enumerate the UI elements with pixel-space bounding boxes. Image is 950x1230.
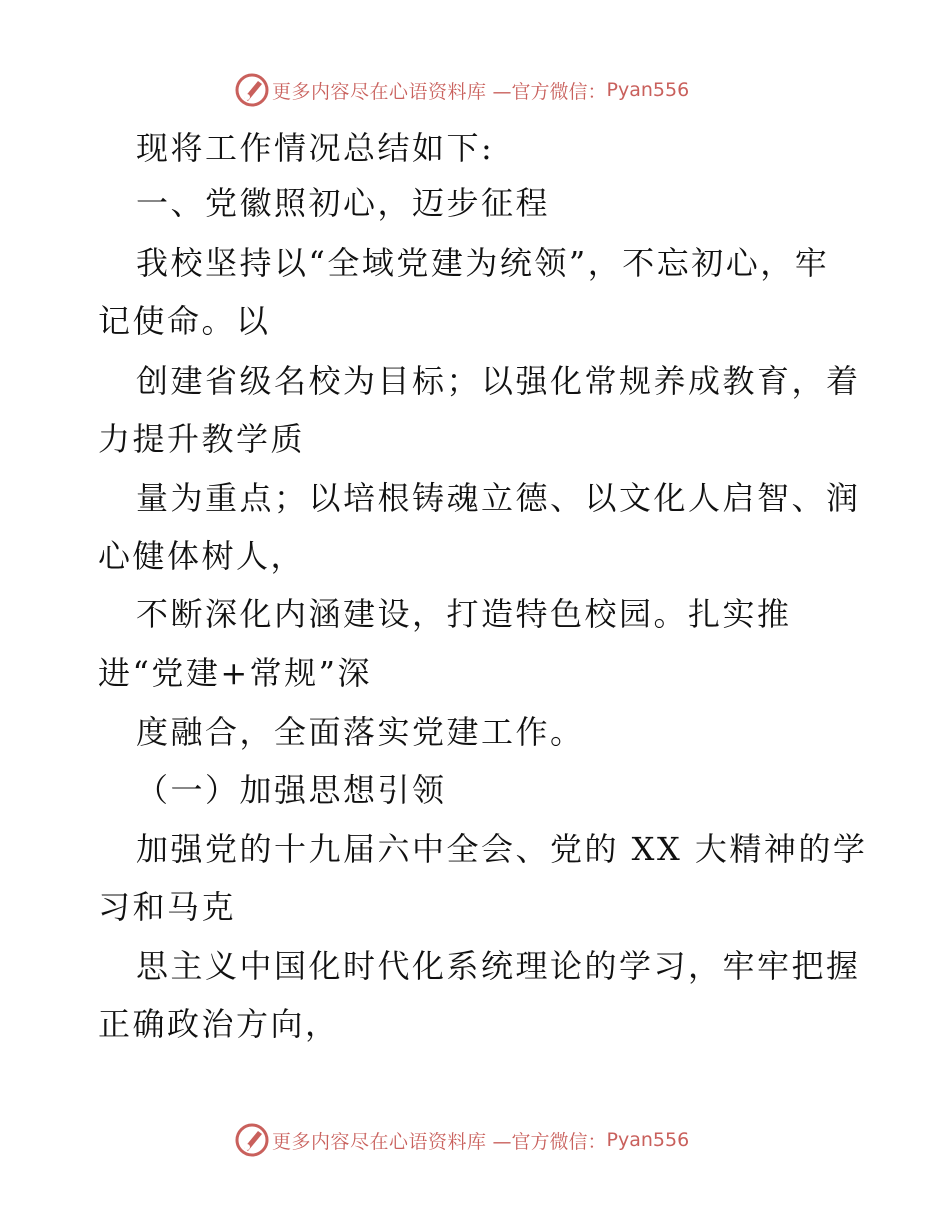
banner-separator: —官方微信： <box>492 80 607 103</box>
section-heading: 一、党徽照初心，迈步征程 <box>136 184 551 222</box>
text-line: 创建省级名校为目标；以强化常规养成教育，着 <box>136 362 861 400</box>
banner-text: 更多内容尽在心语资料库 <box>272 1130 487 1153</box>
text-line: 现将工作情况总结如下: <box>136 129 495 167</box>
text-line: 量为重点；以培根铸魂立德、以文化人启智、润 <box>136 479 861 517</box>
banner-account: Pyan556 <box>606 79 690 101</box>
footer-banner <box>234 1122 689 1158</box>
text-line: 正确政治方向， <box>98 1005 340 1043</box>
header-banner <box>234 72 689 108</box>
banner-account: Pyan556 <box>606 1129 690 1151</box>
banner-separator: —官方微信： <box>492 1130 607 1153</box>
text-line: 加强党的十九届六中全会、党的 XX 大精神的学 <box>136 830 868 868</box>
text-line: 我校坚持以“全域党建为统领”，不忘初心，牢 <box>136 244 830 282</box>
banner-text: 更多内容尽在心语资料库 <box>272 80 487 103</box>
text-line: 不断深化内涵建设，打造特色校园。扎实推 <box>136 595 792 633</box>
text-line: 心健体树人， <box>98 537 306 575</box>
subsection-heading: （一）加强思想引领 <box>136 771 447 809</box>
pen-logo-icon <box>234 72 270 108</box>
text-line: 度融合，全面落实党建工作。 <box>136 713 585 751</box>
text-line: 思主义中国化时代化系统理论的学习，牢牢把握 <box>136 947 861 985</box>
text-line: 进“党建+常规”深 <box>98 654 373 692</box>
text-line: 记使命。以 <box>98 302 271 340</box>
text-line: 力提升教学质 <box>98 420 306 458</box>
pen-logo-icon <box>234 1122 270 1158</box>
text-line: 习和马克 <box>98 888 237 926</box>
